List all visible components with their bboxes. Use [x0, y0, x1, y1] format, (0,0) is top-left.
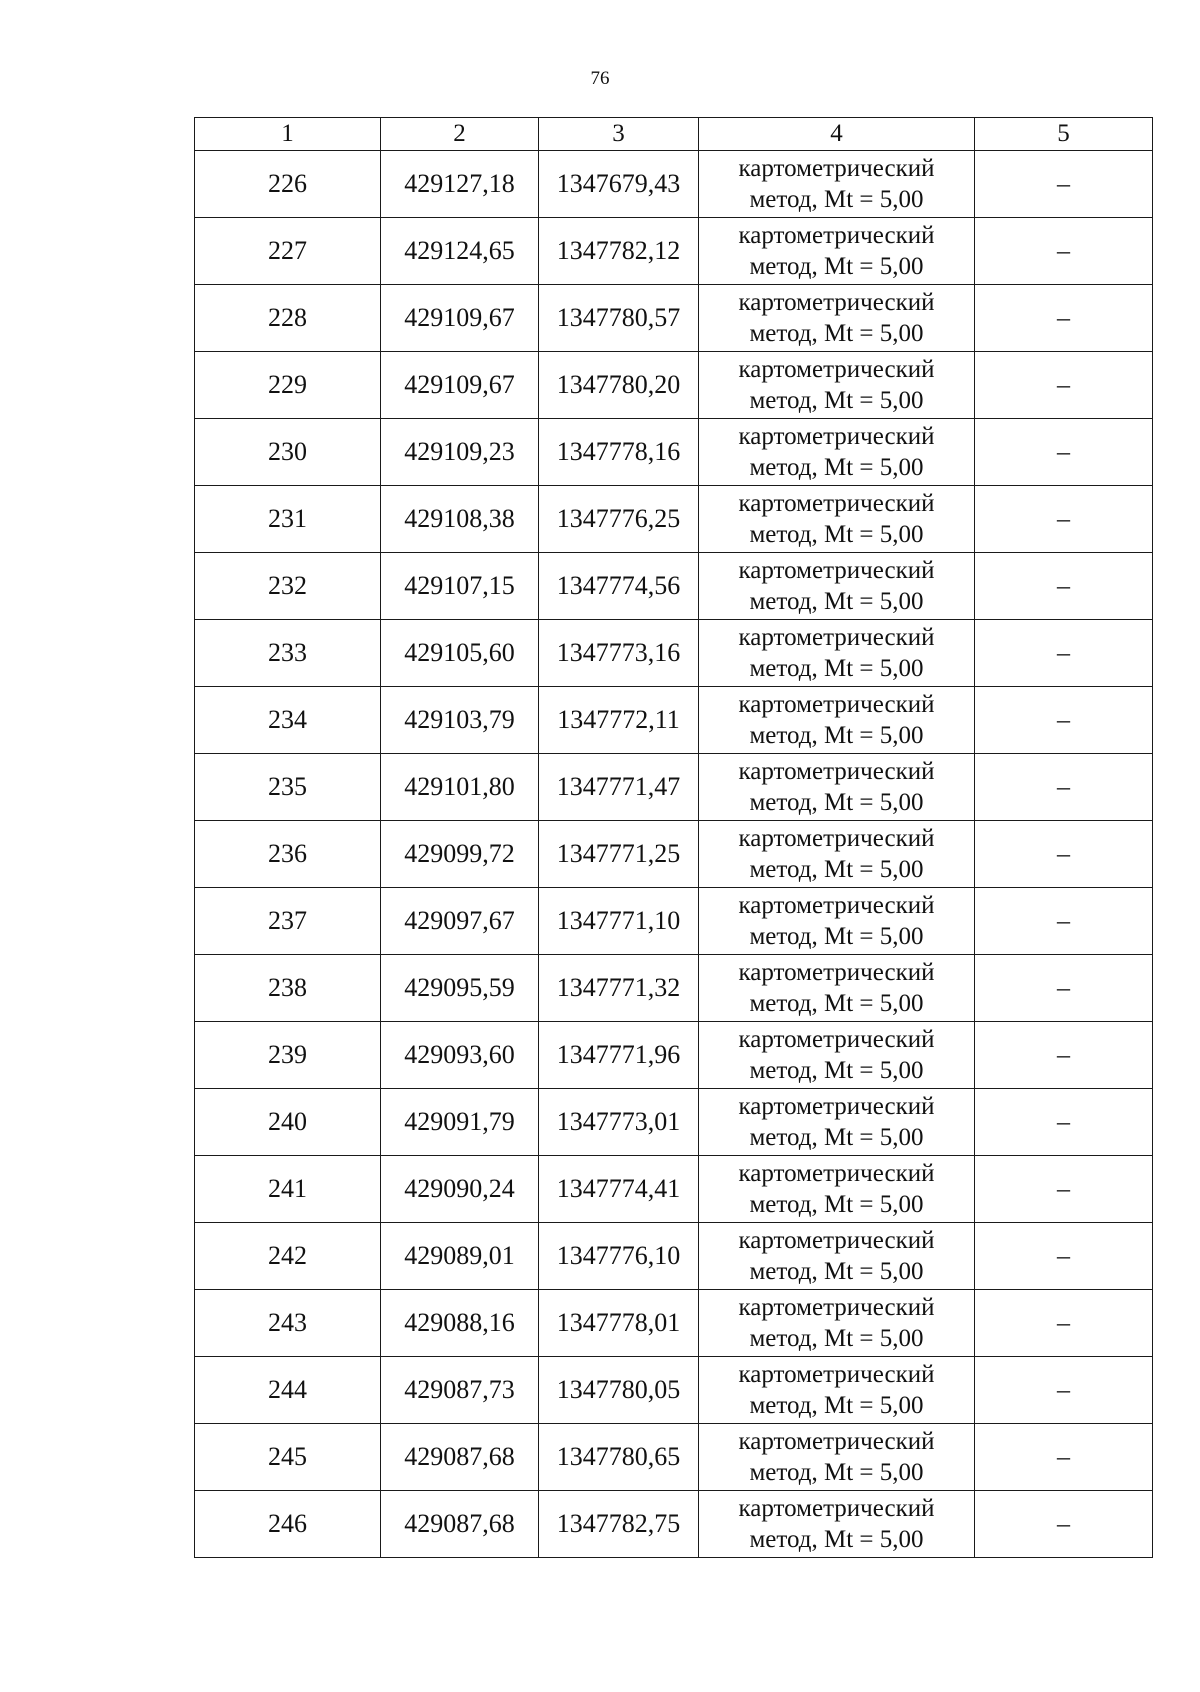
table-row: [195, 1089, 1153, 1156]
point-number-cell: 232: [195, 553, 381, 620]
method-line-2: метод, Mt = 5,00: [749, 722, 924, 749]
y-coordinate-cell: 1347780,57: [539, 285, 699, 352]
method-line-2: метод, Mt = 5,00: [749, 856, 924, 883]
table-row: [195, 955, 1153, 1022]
method-line-1: картометрический: [738, 1093, 935, 1120]
x-coordinate-cell: 429109,23: [381, 419, 539, 486]
point-number-cell: 227: [195, 218, 381, 285]
note-cell: –: [975, 419, 1153, 486]
note-cell: –: [975, 754, 1153, 821]
method-cell: [699, 1089, 975, 1156]
method-line-1: картометрический: [738, 892, 935, 919]
point-number-cell: 226: [195, 151, 381, 218]
method-line-2: метод, Mt = 5,00: [749, 990, 924, 1017]
method-line-2: метод, Mt = 5,00: [749, 1459, 924, 1486]
method-cell: [699, 1290, 975, 1357]
method-line-2: метод, Mt = 5,00: [749, 253, 924, 280]
method-line-2: метод, Mt = 5,00: [749, 186, 924, 213]
method-line-2: метод, Mt = 5,00: [749, 1258, 924, 1285]
y-coordinate-cell: 1347774,56: [539, 553, 699, 620]
table-row: [195, 754, 1153, 821]
table-row: [195, 687, 1153, 754]
method-line-1: картометрический: [738, 557, 935, 584]
table-row: [195, 1491, 1153, 1558]
method-line-1: картометрический: [738, 222, 935, 249]
method-line-2: метод, Mt = 5,00: [749, 387, 924, 414]
point-number-cell: 241: [195, 1156, 381, 1223]
method-line-1: картометрический: [738, 423, 935, 450]
method-line-1: картометрический: [738, 1294, 935, 1321]
note-cell: –: [975, 1424, 1153, 1491]
table-body: [195, 151, 1153, 1558]
method-line-1: картометрический: [738, 624, 935, 651]
point-number-cell: 245: [195, 1424, 381, 1491]
method-line-2: метод, Mt = 5,00: [749, 1057, 924, 1084]
header-col-2: 2: [381, 118, 539, 151]
y-coordinate-cell: 1347776,25: [539, 486, 699, 553]
method-line-2: метод, Mt = 5,00: [749, 588, 924, 615]
point-number-cell: 233: [195, 620, 381, 687]
x-coordinate-cell: 429097,67: [381, 888, 539, 955]
point-number-cell: 230: [195, 419, 381, 486]
method-cell: [699, 620, 975, 687]
table-row: [195, 1424, 1153, 1491]
method-line-1: картометрический: [738, 490, 935, 517]
y-coordinate-cell: 1347776,10: [539, 1223, 699, 1290]
x-coordinate-cell: 429088,16: [381, 1290, 539, 1357]
y-coordinate-cell: 1347782,12: [539, 218, 699, 285]
point-number-cell: 235: [195, 754, 381, 821]
x-coordinate-cell: 429089,01: [381, 1223, 539, 1290]
header-col-3: 3: [539, 118, 699, 151]
table-row: [195, 620, 1153, 687]
x-coordinate-cell: 429087,68: [381, 1424, 539, 1491]
x-coordinate-cell: 429109,67: [381, 352, 539, 419]
table-row: [195, 486, 1153, 553]
method-line-1: картометрический: [738, 1227, 935, 1254]
x-coordinate-cell: 429105,60: [381, 620, 539, 687]
x-coordinate-cell: 429127,18: [381, 151, 539, 218]
table-row: [195, 1156, 1153, 1223]
note-cell: –: [975, 486, 1153, 553]
x-coordinate-cell: 429124,65: [381, 218, 539, 285]
y-coordinate-cell: 1347771,96: [539, 1022, 699, 1089]
table-row: [195, 1022, 1153, 1089]
note-cell: –: [975, 218, 1153, 285]
method-cell: [699, 821, 975, 888]
note-cell: –: [975, 1357, 1153, 1424]
point-number-cell: 244: [195, 1357, 381, 1424]
note-cell: –: [975, 620, 1153, 687]
method-cell: [699, 486, 975, 553]
method-cell: [699, 553, 975, 620]
method-line-2: метод, Mt = 5,00: [749, 1392, 924, 1419]
point-number-cell: 246: [195, 1491, 381, 1558]
table-row: [195, 218, 1153, 285]
table-header: [195, 118, 1153, 151]
y-coordinate-cell: 1347771,47: [539, 754, 699, 821]
table-row: [195, 419, 1153, 486]
header-row: [195, 118, 1153, 151]
method-line-1: картометрический: [738, 356, 935, 383]
note-cell: –: [975, 151, 1153, 218]
point-number-cell: 239: [195, 1022, 381, 1089]
note-cell: –: [975, 955, 1153, 1022]
y-coordinate-cell: 1347679,43: [539, 151, 699, 218]
table-row: [195, 553, 1153, 620]
table-row: [195, 1223, 1153, 1290]
table-row: [195, 888, 1153, 955]
point-number-cell: 240: [195, 1089, 381, 1156]
method-cell: [699, 151, 975, 218]
point-number-cell: 231: [195, 486, 381, 553]
y-coordinate-cell: 1347778,01: [539, 1290, 699, 1357]
note-cell: –: [975, 1089, 1153, 1156]
x-coordinate-cell: 429095,59: [381, 955, 539, 1022]
table-row: [195, 1357, 1153, 1424]
header-col-4: 4: [699, 118, 975, 151]
method-cell: [699, 888, 975, 955]
table-row: [195, 352, 1153, 419]
y-coordinate-cell: 1347773,01: [539, 1089, 699, 1156]
method-cell: [699, 285, 975, 352]
method-line-2: метод, Mt = 5,00: [749, 1325, 924, 1352]
y-coordinate-cell: 1347774,41: [539, 1156, 699, 1223]
note-cell: –: [975, 1223, 1153, 1290]
method-line-1: картометрический: [738, 1495, 935, 1522]
note-cell: –: [975, 352, 1153, 419]
x-coordinate-cell: 429108,38: [381, 486, 539, 553]
method-line-1: картометрический: [738, 1361, 935, 1388]
method-line-2: метод, Mt = 5,00: [749, 655, 924, 682]
x-coordinate-cell: 429087,68: [381, 1491, 539, 1558]
note-cell: –: [975, 1156, 1153, 1223]
note-cell: –: [975, 1491, 1153, 1558]
x-coordinate-cell: 429103,79: [381, 687, 539, 754]
x-coordinate-cell: 429093,60: [381, 1022, 539, 1089]
x-coordinate-cell: 429109,67: [381, 285, 539, 352]
note-cell: –: [975, 1022, 1153, 1089]
point-number-cell: 234: [195, 687, 381, 754]
header-col-5: 5: [975, 118, 1153, 151]
method-line-2: метод, Mt = 5,00: [749, 923, 924, 950]
y-coordinate-cell: 1347771,32: [539, 955, 699, 1022]
method-cell: [699, 218, 975, 285]
method-cell: [699, 1424, 975, 1491]
table-row: [195, 821, 1153, 888]
method-line-2: метод, Mt = 5,00: [749, 789, 924, 816]
point-number-cell: 238: [195, 955, 381, 1022]
method-line-1: картометрический: [738, 289, 935, 316]
x-coordinate-cell: 429107,15: [381, 553, 539, 620]
method-line-2: метод, Mt = 5,00: [749, 521, 924, 548]
method-line-1: картометрический: [738, 155, 935, 182]
y-coordinate-cell: 1347782,75: [539, 1491, 699, 1558]
method-cell: [699, 754, 975, 821]
table-row: [195, 1290, 1153, 1357]
x-coordinate-cell: 429101,80: [381, 754, 539, 821]
table-row: [195, 151, 1153, 218]
note-cell: –: [975, 285, 1153, 352]
point-number-cell: 242: [195, 1223, 381, 1290]
method-line-2: метод, Mt = 5,00: [749, 1124, 924, 1151]
method-cell: [699, 687, 975, 754]
y-coordinate-cell: 1347773,16: [539, 620, 699, 687]
method-cell: [699, 1357, 975, 1424]
point-number-cell: 243: [195, 1290, 381, 1357]
coordinates-table: [194, 117, 1153, 1558]
y-coordinate-cell: 1347780,65: [539, 1424, 699, 1491]
method-line-2: метод, Mt = 5,00: [749, 454, 924, 481]
note-cell: –: [975, 821, 1153, 888]
method-cell: [699, 1022, 975, 1089]
note-cell: –: [975, 553, 1153, 620]
method-line-1: картометрический: [738, 1160, 935, 1187]
x-coordinate-cell: 429091,79: [381, 1089, 539, 1156]
y-coordinate-cell: 1347772,11: [539, 687, 699, 754]
point-number-cell: 229: [195, 352, 381, 419]
method-line-2: метод, Mt = 5,00: [749, 1191, 924, 1218]
method-cell: [699, 419, 975, 486]
header-col-1: 1: [195, 118, 381, 151]
note-cell: –: [975, 1290, 1153, 1357]
method-line-2: метод, Mt = 5,00: [749, 1526, 924, 1553]
method-line-1: картометрический: [738, 1428, 935, 1455]
method-line-1: картометрический: [738, 1026, 935, 1053]
note-cell: –: [975, 687, 1153, 754]
y-coordinate-cell: 1347771,10: [539, 888, 699, 955]
x-coordinate-cell: 429090,24: [381, 1156, 539, 1223]
method-line-1: картометрический: [738, 825, 935, 852]
y-coordinate-cell: 1347771,25: [539, 821, 699, 888]
y-coordinate-cell: 1347780,20: [539, 352, 699, 419]
x-coordinate-cell: 429087,73: [381, 1357, 539, 1424]
point-number-cell: 236: [195, 821, 381, 888]
method-cell: [699, 352, 975, 419]
table-row: [195, 285, 1153, 352]
page-number: 76: [590, 68, 610, 89]
y-coordinate-cell: 1347780,05: [539, 1357, 699, 1424]
x-coordinate-cell: 429099,72: [381, 821, 539, 888]
method-cell: [699, 1223, 975, 1290]
method-line-2: метод, Mt = 5,00: [749, 320, 924, 347]
method-line-1: картометрический: [738, 758, 935, 785]
method-cell: [699, 1156, 975, 1223]
y-coordinate-cell: 1347778,16: [539, 419, 699, 486]
method-cell: [699, 955, 975, 1022]
method-line-1: картометрический: [738, 691, 935, 718]
method-line-1: картометрический: [738, 959, 935, 986]
point-number-cell: 228: [195, 285, 381, 352]
note-cell: –: [975, 888, 1153, 955]
point-number-cell: 237: [195, 888, 381, 955]
method-cell: [699, 1491, 975, 1558]
